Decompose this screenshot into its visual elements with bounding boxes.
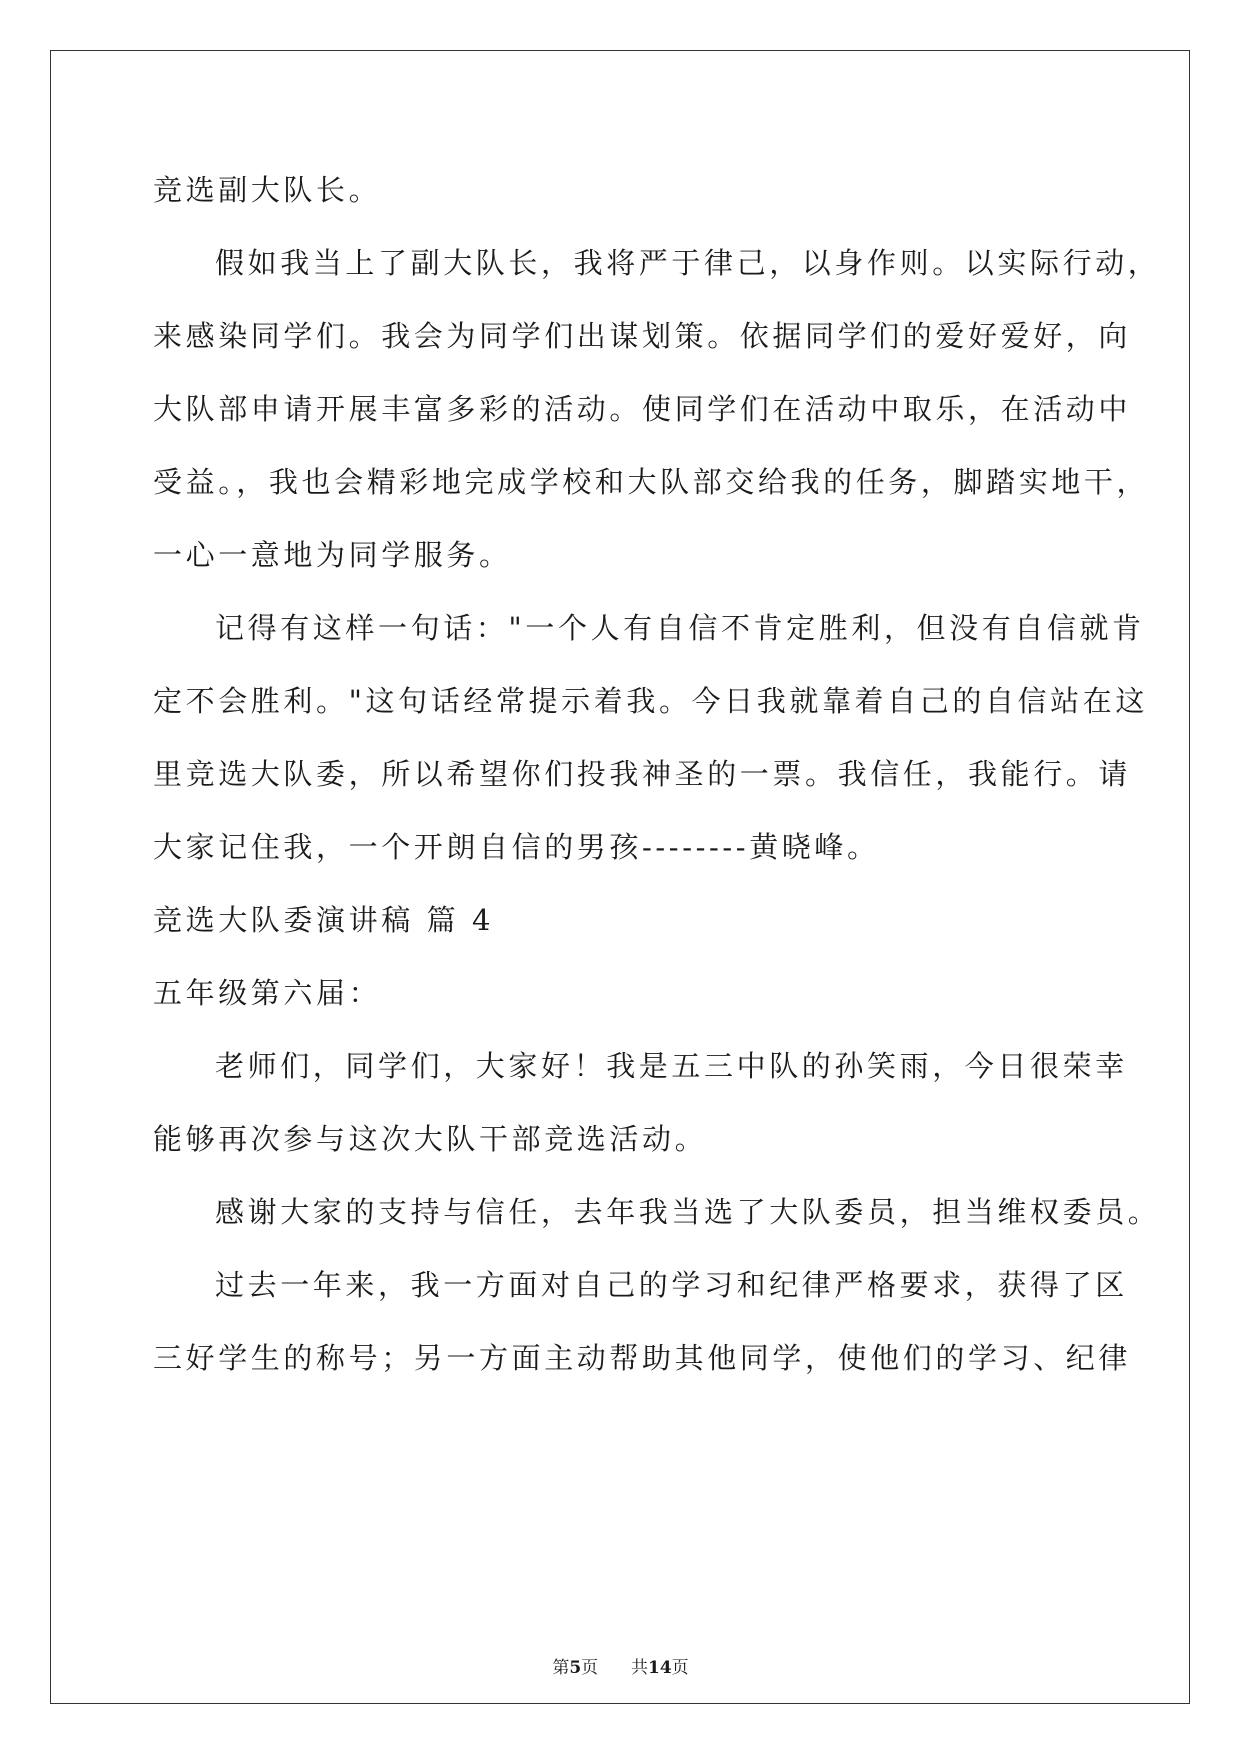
paragraph-line: 记得有这样一句话："一个人有自信不肯定胜利，但没有自信就肯 xyxy=(215,611,1145,645)
paragraph-line: 假如我当上了副大队长，我将严于律己，以身作则。以实际行动， xyxy=(215,246,1161,280)
page-total: 共14页 xyxy=(630,1658,689,1678)
paragraph-line: 过去一年来，我一方面对自己的学习和纪律严格要求，获得了区 xyxy=(215,1268,1128,1302)
paragraph-line: 受益。，我也会精彩地完成学校和大队部交给我的任务，脚踏实地干， xyxy=(153,465,1150,499)
paragraph-line: 里竞选大队委，所以希望你们投我神圣的一票。我信任，我能行。请 xyxy=(153,757,1132,791)
paragraph-line: 定不会胜利。"这句话经常提示着我。今日我就靠着自己的自信站在这 xyxy=(153,684,1148,718)
paragraph-line: 大队部申请开展丰富多彩的活动。使同学们在活动中取乐，在活动中 xyxy=(153,392,1132,426)
page-border xyxy=(50,50,1190,1704)
paragraph-line: 来感染同学们。我会为同学们出谋划策。依据同学们的爱好爱好，向 xyxy=(153,319,1132,353)
paragraph-line: 老师们，同学们，大家好！我是五三中队的孙笑雨，今日很荣幸 xyxy=(215,1049,1128,1083)
paragraph-line: 三好学生的称号；另一方面主动帮助其他同学，使他们的学习、纪律 xyxy=(153,1341,1132,1375)
page-footer xyxy=(0,1658,1241,1678)
paragraph-line: 能够再次参与这次大队干部竞选活动。 xyxy=(153,1122,708,1156)
paragraph-line: 大家记住我，一个开朗自信的男孩--------黄晓峰。 xyxy=(153,830,880,864)
paragraph-line: 感谢大家的支持与信任，去年我当选了大队委员，担当维权委员。 xyxy=(215,1195,1161,1229)
salutation: 五年级第六届： xyxy=(153,976,382,1010)
section-heading: 竞选大队委演讲稿 篇 4 xyxy=(153,903,495,937)
paragraph-line: 竞选副大队长。 xyxy=(153,173,382,207)
paragraph-line: 一心一意地为同学服务。 xyxy=(153,538,512,572)
page-number: 第5页 xyxy=(552,1658,599,1678)
